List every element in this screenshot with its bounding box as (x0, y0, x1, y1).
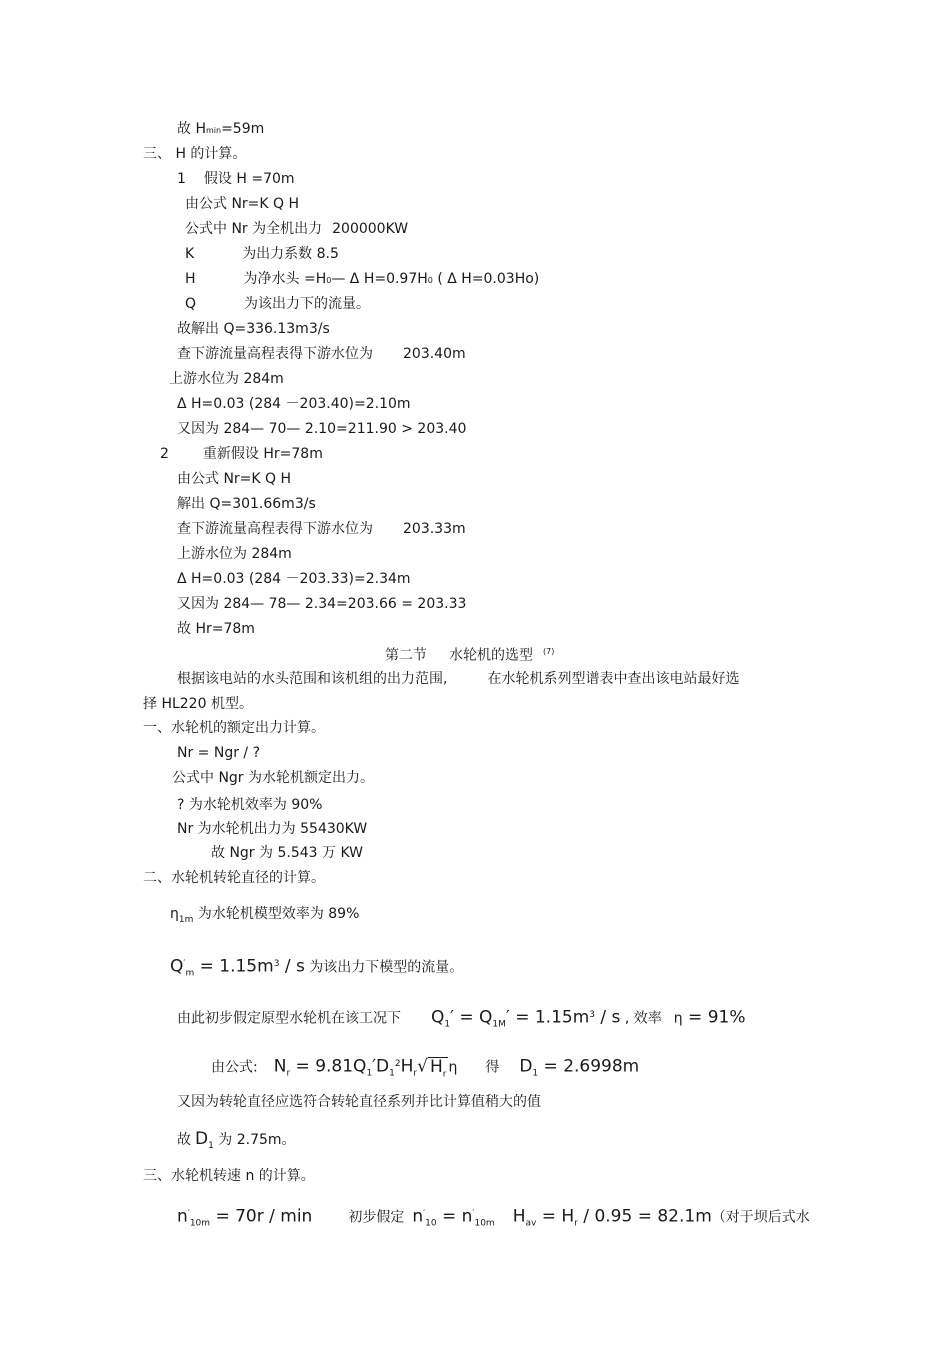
section-title: 第二节 水轮机的选型 $^{(7)}$ (385, 647, 555, 664)
eta-symbol: η (170, 906, 179, 922)
q-definition: Q 为该出力下的流量。 (185, 296, 371, 312)
output-line: Nr 为水轮机出力为 55430KW (177, 821, 368, 837)
model-efficiency: $\eta_{1m}$ 为水轮机模型效率为 89% (170, 906, 360, 925)
check-line: 又因为 284— 70— 2.10=211.90 > 203.40 (177, 421, 467, 437)
diameter-result: 故 $D_1$ 为 2.75m。 (177, 1129, 296, 1151)
model-flow: $Q'_m = 1.15m^3 / s$ 为该出力下模型的流量。 (170, 956, 464, 979)
diameter-formula: 由公式: $N_r = 9.81Q_1'D_1^2H_r√$ $H_r$ η 得 $D_1 = 2.6998m$ (211, 1055, 639, 1083)
diameter-series-note: 又因为转轮直径应选符合转轮直径系列并比计算值稍大的值 (177, 1094, 541, 1110)
formula-line-2: 由公式 Nr=K Q H (177, 471, 292, 487)
solve-q: 故解出 Q=336.13m3/s (177, 321, 330, 337)
delta-h: Δ H=0.03 (284 －203.40)=2.10m (177, 396, 411, 412)
downstream-level-2: 查下游流量高程表得下游水位为 203.33m (177, 521, 466, 537)
paragraph-line-2: 择 HL220 机型。 (143, 696, 253, 712)
step-2-reassume: 2 重新假设 Hr=78m (160, 446, 323, 462)
conclusion-hr: 故 Hr=78m (177, 621, 255, 637)
solve-q-2: 解出 Q=301.66m3/s (177, 496, 316, 512)
sqrt-symbol: √ (417, 1056, 428, 1077)
downstream-level: 查下游流量高程表得下游水位为 203.40m (177, 346, 466, 362)
subsection-speed: 三、水轮机转速 n 的计算。 (143, 1168, 315, 1184)
upstream-level-2: 上游水位为 284m (177, 546, 292, 562)
subsection-rated-output: 一、水轮机的额定出力计算。 (143, 720, 325, 736)
nr-formula: Nr = Ngr / ? (177, 745, 261, 761)
subsection-runner-diameter: 二、水轮机转轮直径的计算。 (143, 870, 325, 886)
speed-formula: $n'_{10m} = 70r / \min$ 初步假定 $n'_{10} = n'_{10m}$ $H_{av} = H_r / 0.95 = 82.1m$（对于坝后式水 (177, 1206, 810, 1229)
delta-h-2: Δ H=0.03 (284 －203.33)=2.34m (177, 571, 411, 587)
paragraph-line-1: 根据该电站的水头范围和该机组的出力范围, 在水轮机系列型谱表中查出该电站最好选 (177, 671, 740, 687)
eta-symbol: η (673, 1010, 683, 1027)
eta-symbol: η (448, 1059, 458, 1076)
step-1-assume: 1 假设 H =70m (177, 171, 295, 187)
efficiency-line: ? 为水轮机效率为 90% (177, 797, 323, 813)
ngr-result: 故 Ngr 为 5.543 万 KW (211, 845, 363, 861)
k-definition: K 为出力系数 8.5 (185, 246, 339, 262)
h-definition: H 为净水头 =H0— Δ H=0.97H0 ( Δ H=0.03Ho) (185, 271, 540, 287)
line-hmin: 故 Hmin=59m (177, 121, 265, 137)
ngr-definition: 公式中 Ngr 为水轮机额定出力。 (172, 770, 375, 786)
prototype-assumption: 由此初步假定原型水轮机在该工况下 $Q_1' = Q_{1M}' = 1.15m^3 / s$ , 效率 η = 91% (177, 1007, 746, 1030)
section-heading-h-calc: 三、 H 的计算。 (143, 146, 247, 162)
nr-definition: 公式中 Nr 为全机出力 200000KW (185, 221, 409, 237)
check-line-2: 又因为 284— 78— 2.34=203.66 = 203.33 (177, 596, 467, 612)
formula-line: 由公式 Nr=K Q H (185, 196, 300, 212)
upstream-level: 上游水位为 284m (169, 371, 284, 387)
